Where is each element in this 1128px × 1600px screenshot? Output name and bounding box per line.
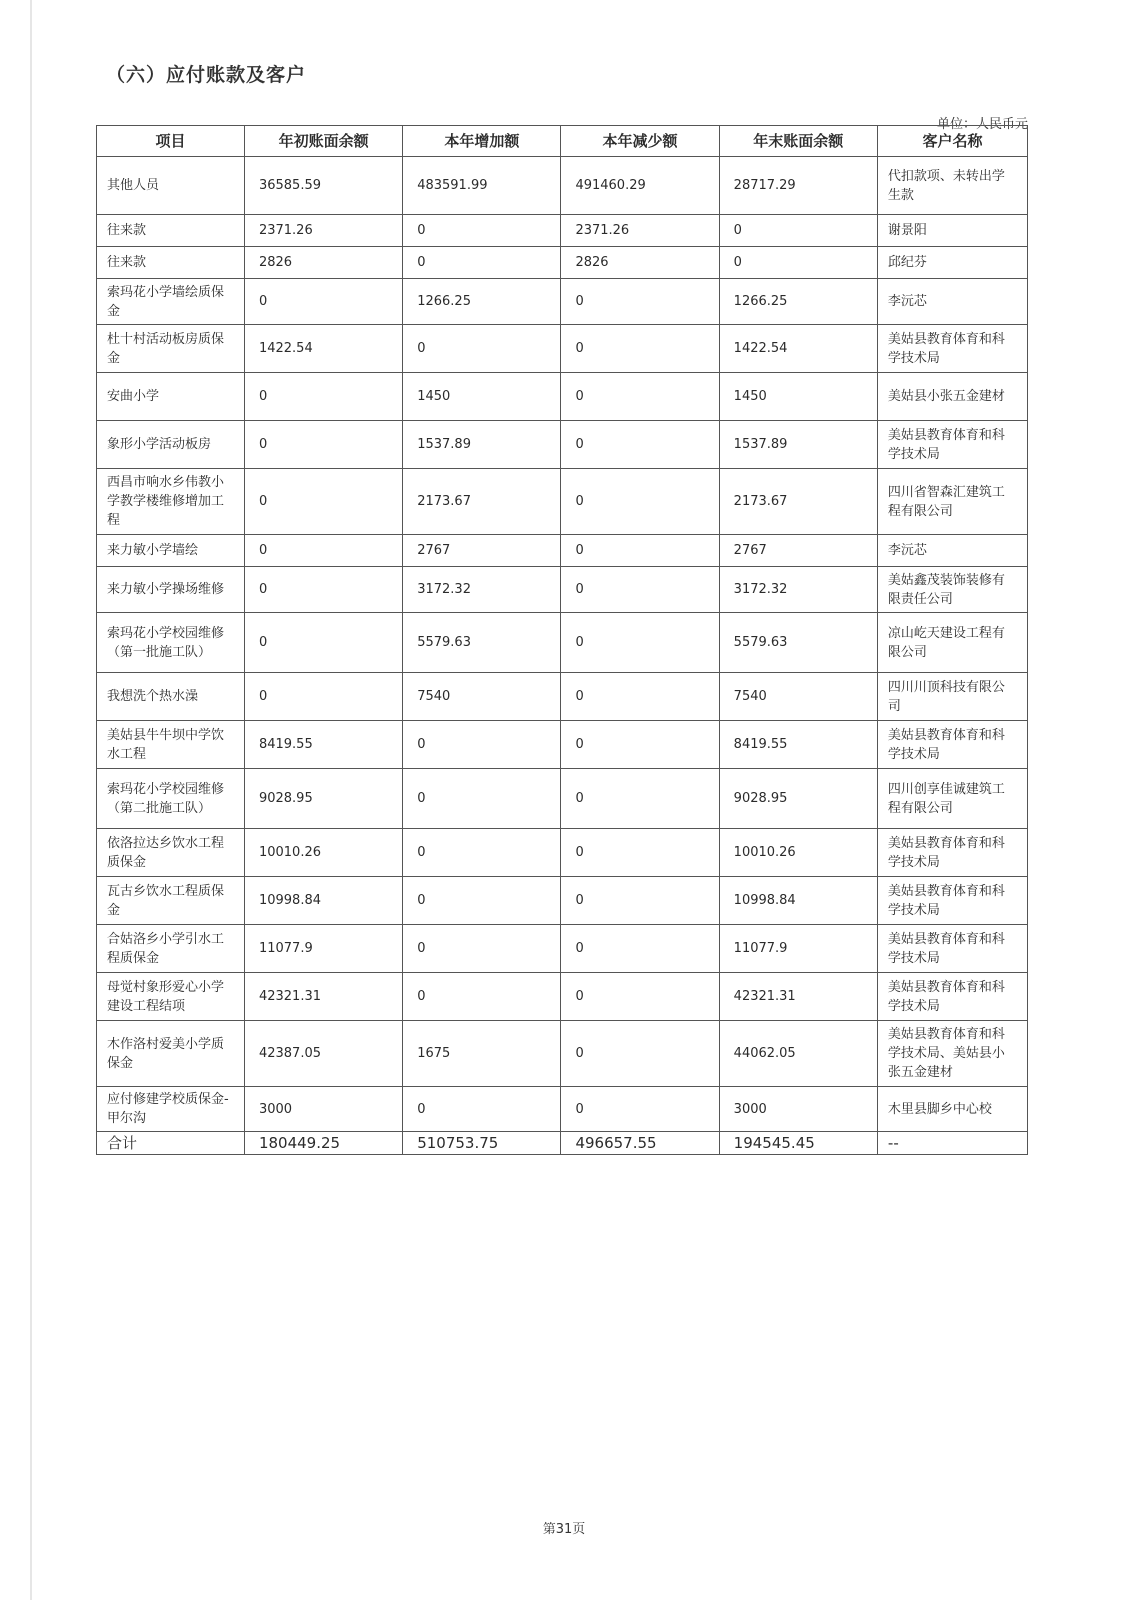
item-cell: 象形小学活动板房 xyxy=(97,421,245,469)
customer-cell: 四川省智森汇建筑工程有限公司 xyxy=(877,469,1027,535)
customer-cell: 美姑鑫茂装饰装修有限责任公司 xyxy=(877,567,1027,613)
table-row xyxy=(97,1021,1028,1087)
amount-cell: 0 xyxy=(561,673,719,721)
amount-cell: 0 xyxy=(719,215,877,247)
table-row xyxy=(97,829,1028,877)
item-cell: 来力敏小学操场维修 xyxy=(97,567,245,613)
amount-cell: 10998.84 xyxy=(719,877,877,925)
amount-cell: 0 xyxy=(561,1021,719,1087)
section-title: （六）应付账款及客户 xyxy=(106,64,307,86)
amount-cell: 1450 xyxy=(719,373,877,421)
total-cell: 194545.45 xyxy=(719,1132,877,1155)
table-row xyxy=(97,877,1028,925)
item-cell: 索玛花小学墙绘质保金 xyxy=(97,279,245,325)
unit-label: 单位：人民币元 xyxy=(936,117,1028,132)
amount-cell: 0 xyxy=(403,325,561,373)
customer-cell: 美姑县小张五金建材 xyxy=(877,373,1027,421)
amount-cell: 0 xyxy=(403,769,561,829)
table-row xyxy=(97,1087,1028,1132)
amount-cell: 2767 xyxy=(403,535,561,567)
amount-cell: 8419.55 xyxy=(244,721,402,769)
amount-cell: 0 xyxy=(244,279,402,325)
amount-cell: 8419.55 xyxy=(719,721,877,769)
amount-cell: 28717.29 xyxy=(719,157,877,215)
amount-cell: 0 xyxy=(561,613,719,673)
amount-cell: 1266.25 xyxy=(719,279,877,325)
amount-cell: 42321.31 xyxy=(244,973,402,1021)
amount-cell: 3172.32 xyxy=(719,567,877,613)
customer-cell: 李沅芯 xyxy=(877,279,1027,325)
amount-cell: 0 xyxy=(244,673,402,721)
item-cell: 瓦古乡饮水工程质保金 xyxy=(97,877,245,925)
customer-cell: 美姑县教育体育和科学技术局 xyxy=(877,325,1027,373)
item-cell: 美姑县牛牛坝中学饮水工程 xyxy=(97,721,245,769)
table-row xyxy=(97,421,1028,469)
amount-cell: 9028.95 xyxy=(244,769,402,829)
customer-cell: 美姑县教育体育和科学技术局 xyxy=(877,721,1027,769)
amount-cell: 1422.54 xyxy=(719,325,877,373)
amount-cell: 0 xyxy=(244,373,402,421)
amount-cell: 7540 xyxy=(719,673,877,721)
table-row xyxy=(97,247,1028,279)
table-header xyxy=(97,126,1028,157)
amount-cell: 0 xyxy=(719,247,877,279)
amount-cell: 1537.89 xyxy=(719,421,877,469)
amount-cell: 2826 xyxy=(244,247,402,279)
amount-cell: 0 xyxy=(561,567,719,613)
amount-cell: 2371.26 xyxy=(561,215,719,247)
amount-cell: 3000 xyxy=(244,1087,402,1132)
total-cell: 180449.25 xyxy=(244,1132,402,1155)
item-cell: 索玛花小学校园维修（第二批施工队） xyxy=(97,769,245,829)
amount-cell: 11077.9 xyxy=(244,925,402,973)
amount-cell: 0 xyxy=(403,829,561,877)
amount-cell: 1266.25 xyxy=(403,279,561,325)
amount-cell: 0 xyxy=(244,469,402,535)
amount-cell: 0 xyxy=(561,973,719,1021)
customer-cell: 美姑县教育体育和科学技术局 xyxy=(877,973,1027,1021)
amount-cell: 0 xyxy=(561,325,719,373)
amount-cell: 0 xyxy=(561,925,719,973)
amount-cell: 1675 xyxy=(403,1021,561,1087)
amount-cell: 10998.84 xyxy=(244,877,402,925)
item-cell: 索玛花小学校园维修（第一批施工队） xyxy=(97,613,245,673)
column-header: 本年减少额 xyxy=(561,126,719,157)
amount-cell: 2173.67 xyxy=(719,469,877,535)
item-cell: 母觉村象形爱心小学建设工程结项 xyxy=(97,973,245,1021)
table-row xyxy=(97,567,1028,613)
table-row xyxy=(97,373,1028,421)
column-header: 年末账面余额 xyxy=(719,126,877,157)
table-row xyxy=(97,973,1028,1021)
item-cell: 应付修建学校质保金-甲尔沟 xyxy=(97,1087,245,1132)
amount-cell: 11077.9 xyxy=(719,925,877,973)
table-row xyxy=(97,925,1028,973)
item-cell: 木作洛村爱美小学质保金 xyxy=(97,1021,245,1087)
item-cell: 往来款 xyxy=(97,215,245,247)
column-header: 年初账面余额 xyxy=(244,126,402,157)
amount-cell: 42387.05 xyxy=(244,1021,402,1087)
table-row xyxy=(97,279,1028,325)
item-cell: 其他人员 xyxy=(97,157,245,215)
item-cell: 西昌市响水乡伟教小学教学楼维修增加工程 xyxy=(97,469,245,535)
column-header: 本年增加额 xyxy=(403,126,561,157)
amount-cell: 42321.31 xyxy=(719,973,877,1021)
table-row xyxy=(97,769,1028,829)
amount-cell: 5579.63 xyxy=(403,613,561,673)
table-row xyxy=(97,613,1028,673)
customer-cell: 美姑县教育体育和科学技术局、美姑县小张五金建材 xyxy=(877,1021,1027,1087)
amount-cell: 0 xyxy=(561,769,719,829)
amount-cell: 0 xyxy=(403,925,561,973)
amount-cell: 0 xyxy=(403,215,561,247)
amount-cell: 0 xyxy=(561,373,719,421)
amount-cell: 0 xyxy=(561,469,719,535)
total-cell: -- xyxy=(877,1132,1027,1155)
amount-cell: 0 xyxy=(403,247,561,279)
amount-cell: 1422.54 xyxy=(244,325,402,373)
amount-cell: 491460.29 xyxy=(561,157,719,215)
customer-cell: 李沅芯 xyxy=(877,535,1027,567)
total-cell: 510753.75 xyxy=(403,1132,561,1155)
customer-cell: 四川创享佳诚建筑工程有限公司 xyxy=(877,769,1027,829)
accounts-payable-table xyxy=(96,125,1028,1155)
amount-cell: 2826 xyxy=(561,247,719,279)
amount-cell: 10010.26 xyxy=(719,829,877,877)
customer-cell: 美姑县教育体育和科学技术局 xyxy=(877,925,1027,973)
amount-cell: 0 xyxy=(403,721,561,769)
amount-cell: 0 xyxy=(561,279,719,325)
table-row xyxy=(97,215,1028,247)
item-cell: 来力敏小学墙绘 xyxy=(97,535,245,567)
amount-cell: 3000 xyxy=(719,1087,877,1132)
customer-cell: 美姑县教育体育和科学技术局 xyxy=(877,829,1027,877)
column-header: 客户名称 xyxy=(877,126,1027,157)
customer-cell: 美姑县教育体育和科学技术局 xyxy=(877,877,1027,925)
amount-cell: 10010.26 xyxy=(244,829,402,877)
item-cell: 往来款 xyxy=(97,247,245,279)
item-cell: 安曲小学 xyxy=(97,373,245,421)
amount-cell: 0 xyxy=(561,535,719,567)
amount-cell: 0 xyxy=(403,1087,561,1132)
item-cell: 依洛拉达乡饮水工程质保金 xyxy=(97,829,245,877)
customer-cell: 木里县脚乡中心校 xyxy=(877,1087,1027,1132)
amount-cell: 0 xyxy=(244,535,402,567)
amount-cell: 0 xyxy=(561,1087,719,1132)
amount-cell: 0 xyxy=(403,973,561,1021)
page-number: 第31页 xyxy=(542,1522,586,1537)
amount-cell: 5579.63 xyxy=(719,613,877,673)
customer-cell: 美姑县教育体育和科学技术局 xyxy=(877,421,1027,469)
scan-edge-line xyxy=(30,0,32,1600)
amount-cell: 0 xyxy=(561,877,719,925)
customer-cell: 邱纪芬 xyxy=(877,247,1027,279)
table-row xyxy=(97,535,1028,567)
table-body xyxy=(97,157,1028,1155)
total-label: 合计 xyxy=(97,1132,245,1155)
amount-cell: 2173.67 xyxy=(403,469,561,535)
item-cell: 合姑洛乡小学引水工程质保金 xyxy=(97,925,245,973)
item-cell: 我想洗个热水澡 xyxy=(97,673,245,721)
amount-cell: 0 xyxy=(403,877,561,925)
amount-cell: 483591.99 xyxy=(403,157,561,215)
table-row xyxy=(97,673,1028,721)
column-header: 项目 xyxy=(97,126,245,157)
amount-cell: 36585.59 xyxy=(244,157,402,215)
table-row xyxy=(97,469,1028,535)
amount-cell: 0 xyxy=(244,421,402,469)
customer-cell: 代扣款项、未转出学生款 xyxy=(877,157,1027,215)
header-row xyxy=(97,126,1028,157)
amount-cell: 1537.89 xyxy=(403,421,561,469)
amount-cell: 9028.95 xyxy=(719,769,877,829)
total-row xyxy=(97,1132,1028,1155)
amount-cell: 7540 xyxy=(403,673,561,721)
amount-cell: 0 xyxy=(561,829,719,877)
amount-cell: 2767 xyxy=(719,535,877,567)
table-row xyxy=(97,325,1028,373)
amount-cell: 0 xyxy=(244,613,402,673)
table-row xyxy=(97,157,1028,215)
amount-cell: 0 xyxy=(561,721,719,769)
customer-cell: 谢景阳 xyxy=(877,215,1027,247)
amount-cell: 1450 xyxy=(403,373,561,421)
amount-cell: 0 xyxy=(244,567,402,613)
amount-cell: 2371.26 xyxy=(244,215,402,247)
amount-cell: 0 xyxy=(561,421,719,469)
table-row xyxy=(97,721,1028,769)
amount-cell: 44062.05 xyxy=(719,1021,877,1087)
total-cell: 496657.55 xyxy=(561,1132,719,1155)
amount-cell: 3172.32 xyxy=(403,567,561,613)
customer-cell: 四川川顶科技有限公司 xyxy=(877,673,1027,721)
item-cell: 杜十村活动板房质保金 xyxy=(97,325,245,373)
customer-cell: 凉山屹天建设工程有限公司 xyxy=(877,613,1027,673)
